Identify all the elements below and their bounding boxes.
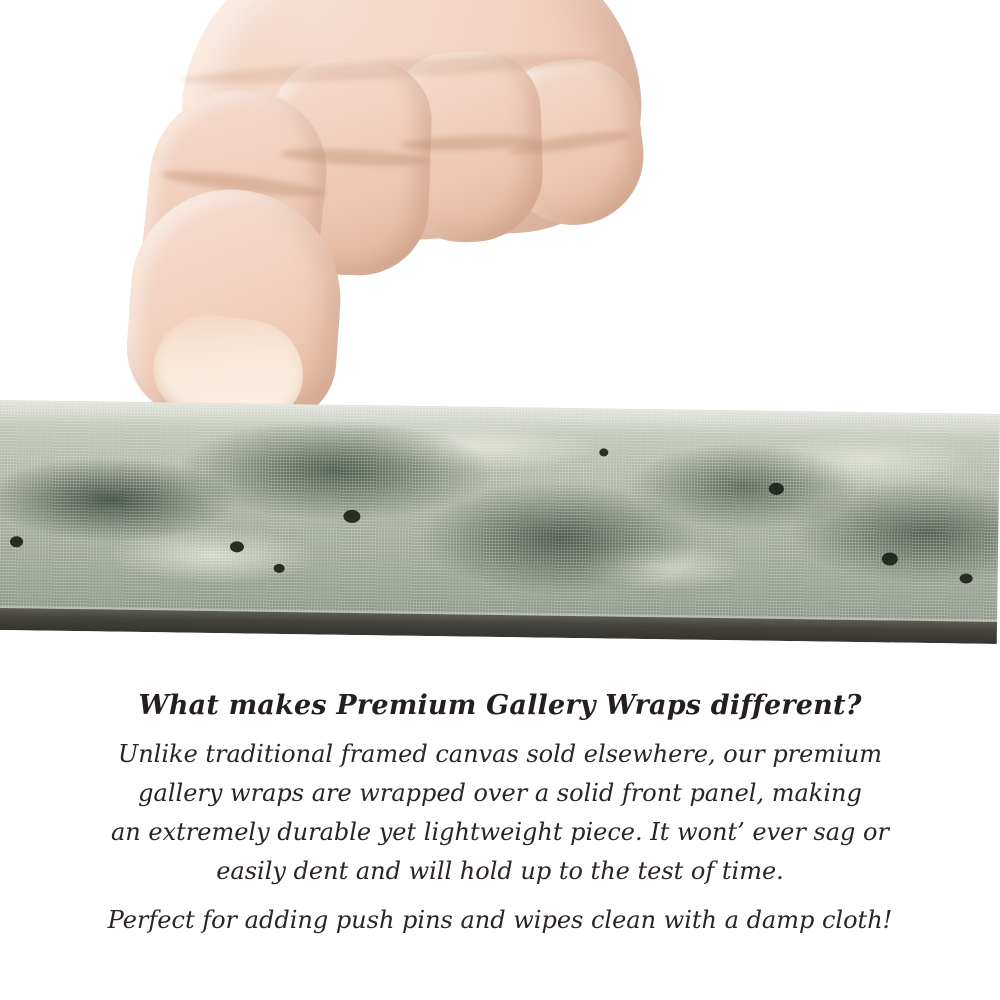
print-speck — [343, 510, 360, 523]
caption-closing-line: Perfect for adding push pins and wipes clean with a damp cloth! — [107, 906, 893, 934]
print-speck — [960, 573, 973, 583]
hand-graphic — [120, 0, 650, 440]
print-speck — [769, 483, 784, 495]
caption-line: an extremely durable yet lightweight piece. It wont’ ever sag or — [111, 818, 889, 846]
caption-title: What makes Premium Gallery Wraps different? — [138, 690, 862, 721]
print-speck — [599, 448, 608, 456]
gallery-wrap-canvas-edge — [0, 400, 1000, 644]
print-speck — [10, 536, 23, 547]
caption-line: gallery wraps are wrapped over a solid front panel, making — [138, 779, 862, 807]
canvas-weave-texture — [0, 400, 1000, 632]
print-speck — [230, 541, 244, 552]
caption-line: Unlike traditional framed canvas sold elsewhere, our premium — [117, 740, 882, 768]
print-speck — [882, 552, 898, 565]
print-speck — [274, 564, 285, 573]
caption-line: easily dent and will hold up to the test of time. — [216, 857, 784, 885]
caption-block — [0, 690, 1000, 940]
